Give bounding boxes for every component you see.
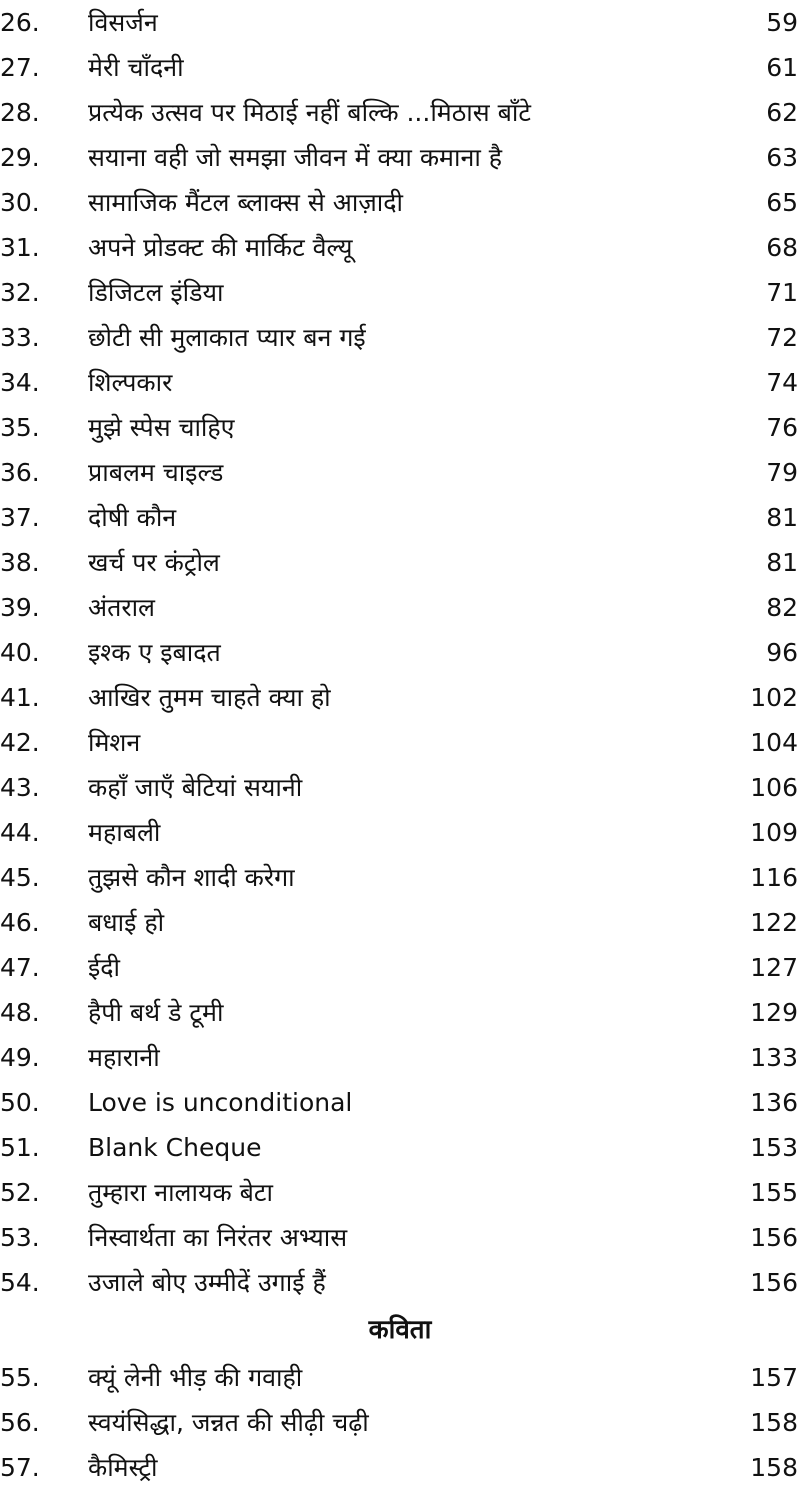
entry-page-number: 153 [750, 1133, 798, 1162]
entry-number: 53. [0, 1223, 40, 1252]
entry-number: 32. [0, 278, 40, 307]
entry-number: 56. [0, 1408, 40, 1437]
entry-title: अपने प्रोडक्ट की मार्किट वैल्यू [88, 233, 353, 262]
entry-page-number: 63 [766, 143, 798, 172]
entry-number: 44. [0, 818, 40, 847]
entry-number: 49. [0, 1043, 40, 1072]
entry-number: 36. [0, 458, 40, 487]
entry-page-number: 109 [750, 818, 798, 847]
entry-title: ईदी [88, 953, 121, 982]
entry-page-number: 116 [750, 863, 798, 892]
entry-page-number: 82 [766, 593, 798, 622]
entry-number: 26. [0, 8, 40, 37]
entry-title: महारानी [88, 1043, 160, 1072]
toc-entry [0, 1400, 800, 1445]
entry-title: दोषी कौन [88, 503, 177, 532]
entry-page-number: 79 [766, 458, 798, 487]
entry-title: शिल्पकार [88, 368, 173, 397]
toc-entry [0, 495, 800, 540]
entry-title: स्वयंसिद्धा, जन्नत की सीढ़ी चढ़ी [88, 1408, 369, 1437]
toc-entry [0, 720, 800, 765]
entry-page-number: 133 [750, 1043, 798, 1072]
toc-entry [0, 1260, 800, 1305]
entry-page-number: 136 [750, 1088, 798, 1117]
entry-number: 54. [0, 1268, 40, 1297]
toc-entry [0, 900, 800, 945]
toc-entry [0, 945, 800, 990]
entry-number: 31. [0, 233, 40, 262]
entry-number: 40. [0, 638, 40, 667]
entry-number: 51. [0, 1133, 40, 1162]
toc-entry [0, 135, 800, 180]
toc-entry [0, 1215, 800, 1260]
entry-title: बधाई हो [88, 908, 165, 937]
toc-entry [0, 675, 800, 720]
entry-title: हैपी बर्थ डे टूमी [88, 998, 224, 1027]
entry-title: Love is unconditional [88, 1088, 353, 1117]
toc-entry [0, 405, 800, 450]
entry-title: डिजिटल इंडिया [88, 278, 224, 307]
entry-number: 33. [0, 323, 40, 352]
entry-title: कैमिस्ट्री [88, 1453, 158, 1482]
entry-number: 37. [0, 503, 40, 532]
toc-entry [0, 990, 800, 1035]
toc-entry [0, 540, 800, 585]
section-heading: कविता [368, 1315, 432, 1345]
entry-number: 57. [0, 1453, 40, 1482]
entry-page-number: 96 [766, 638, 798, 667]
entry-title: महाबली [88, 818, 161, 847]
entry-number: 35. [0, 413, 40, 442]
entry-page-number: 59 [766, 8, 798, 37]
entry-title: खर्च पर कंट्रोल [88, 548, 220, 577]
entry-number: 48. [0, 998, 40, 1027]
toc-entry [0, 1355, 800, 1400]
toc-entry [0, 270, 800, 315]
entry-number: 45. [0, 863, 40, 892]
toc-entry [0, 0, 800, 45]
entry-page-number: 62 [766, 98, 798, 127]
entry-number: 28. [0, 98, 40, 127]
entry-title: तुम्हारा नालायक बेटा [88, 1178, 273, 1207]
entry-title: उजाले बोए उम्मीदें उगाई हैं [88, 1268, 326, 1297]
entry-page-number: 158 [750, 1453, 798, 1482]
entry-page-number: 76 [766, 413, 798, 442]
entry-title: सामाजिक मैंटल ब्लाक्स से आज़ादी [88, 188, 404, 217]
toc-entry [0, 810, 800, 855]
entry-page-number: 61 [766, 53, 798, 82]
toc-entry [0, 45, 800, 90]
entry-page-number: 157 [750, 1363, 798, 1392]
toc-entry [0, 585, 800, 630]
entry-page-number: 72 [766, 323, 798, 352]
entry-title: इश्क ए इबादत [88, 638, 221, 667]
entry-number: 52. [0, 1178, 40, 1207]
entry-page-number: 122 [750, 908, 798, 937]
entry-page-number: 71 [766, 278, 798, 307]
entry-title: सयाना वही जो समझा जीवन में क्या कमाना है [88, 143, 503, 172]
entry-page-number: 155 [750, 1178, 798, 1207]
entry-title: तुझसे कौन शादी करेगा [88, 863, 295, 892]
entry-page-number: 156 [750, 1268, 798, 1297]
toc-entry [0, 450, 800, 495]
entry-number: 30. [0, 188, 40, 217]
toc-entry [0, 225, 800, 270]
entry-page-number: 81 [766, 503, 798, 532]
entry-title: अंतराल [88, 593, 156, 622]
toc-entry [0, 1445, 800, 1490]
entry-number: 43. [0, 773, 40, 802]
entry-page-number: 68 [766, 233, 798, 262]
entry-page-number: 104 [750, 728, 798, 757]
toc-entry [0, 360, 800, 405]
toc-entries-poetry [0, 1355, 800, 1490]
entry-title: प्राबलम चाइल्ड [88, 458, 224, 487]
toc-entry [0, 1080, 800, 1125]
toc-entry [0, 1035, 800, 1080]
entry-title: क्यूं लेनी भीड़ की गवाही [88, 1363, 303, 1392]
toc-entry [0, 315, 800, 360]
entry-page-number: 102 [750, 683, 798, 712]
entry-title: कहाँ जाएँ बेटियां सयानी [88, 773, 303, 802]
entry-title: मुझे स्पेस चाहिए [88, 413, 235, 442]
entry-number: 42. [0, 728, 40, 757]
entry-page-number: 127 [750, 953, 798, 982]
toc-entry [0, 855, 800, 900]
toc-entry [0, 1170, 800, 1215]
entry-title: Blank Cheque [88, 1133, 262, 1162]
entry-page-number: 74 [766, 368, 798, 397]
entry-number: 47. [0, 953, 40, 982]
entry-title: आखिर तुमम चाहते क्या हो [88, 683, 331, 712]
entry-page-number: 156 [750, 1223, 798, 1252]
entry-title: मेरी चाँदनी [88, 53, 184, 82]
entry-number: 34. [0, 368, 40, 397]
entry-page-number: 65 [766, 188, 798, 217]
entry-title: छोटी सी मुलाकात प्यार बन गई [88, 323, 366, 352]
entry-title: मिशन [88, 728, 141, 757]
toc-entry [0, 180, 800, 225]
entry-number: 29. [0, 143, 40, 172]
toc-entry [0, 1125, 800, 1170]
entry-title: निस्वार्थता का निरंतर अभ्यास [88, 1223, 348, 1252]
entry-title: प्रत्येक उत्सव पर मिठाई नहीं बल्कि ...मिठास बाँटे [88, 98, 531, 127]
entry-number: 38. [0, 548, 40, 577]
entry-number: 50. [0, 1088, 40, 1117]
entry-page-number: 158 [750, 1408, 798, 1437]
entry-number: 41. [0, 683, 40, 712]
entry-number: 39. [0, 593, 40, 622]
toc-entry [0, 765, 800, 810]
entry-number: 55. [0, 1363, 40, 1392]
entry-title: विसर्जन [88, 8, 158, 37]
entry-number: 46. [0, 908, 40, 937]
entry-page-number: 81 [766, 548, 798, 577]
entry-number: 27. [0, 53, 40, 82]
entry-page-number: 129 [750, 998, 798, 1027]
toc-entry [0, 630, 800, 675]
entry-page-number: 106 [750, 773, 798, 802]
toc-entry [0, 90, 800, 135]
